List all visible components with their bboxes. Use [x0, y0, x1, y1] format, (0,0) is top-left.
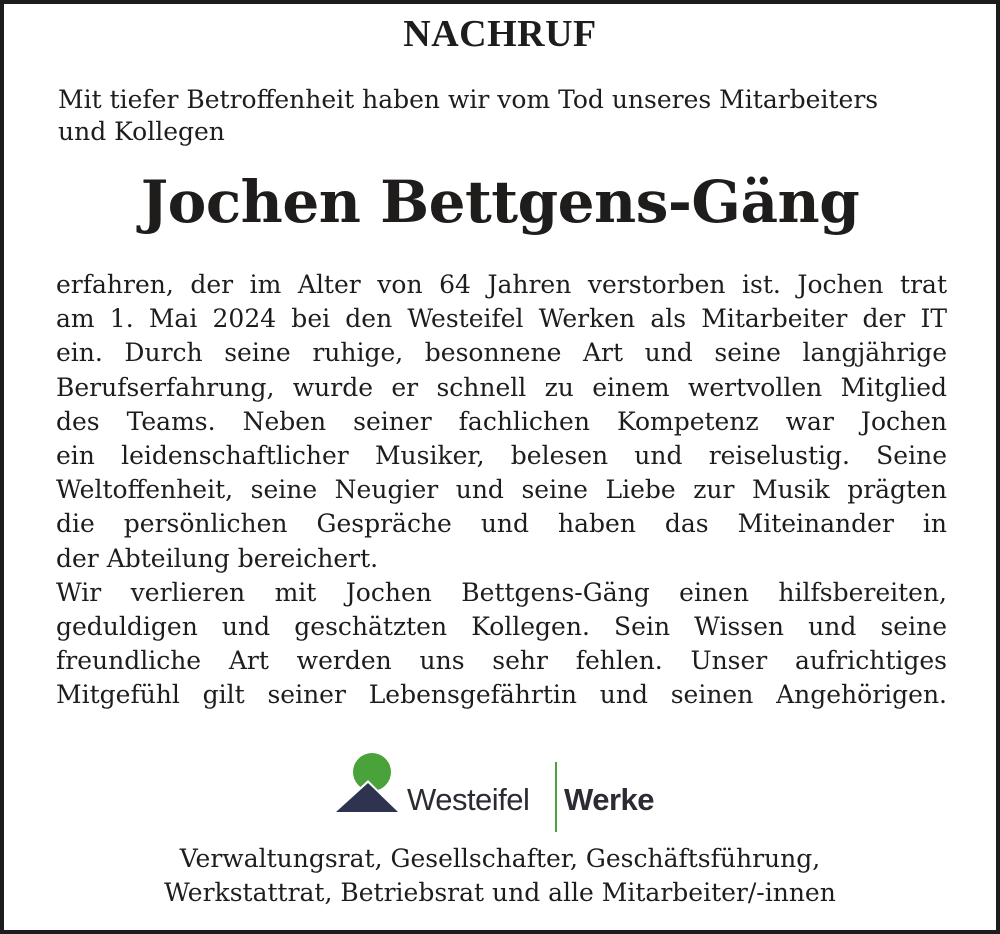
body-text — [56, 268, 947, 713]
logo-word-werke: Werke — [564, 782, 654, 817]
body-line: geduldigen und geschätzten Kollegen. Sein Wissen und seine — [56, 612, 947, 642]
company-logo — [334, 752, 674, 832]
signatory-line: Verwaltungsrat, Gesellschafter, Geschäftsführung, — [179, 844, 821, 873]
deceased-name: Jochen Bettgens-Gäng — [140, 168, 860, 236]
body-line: erfahren, der im Alter von 64 Jahren verstorben ist. Jochen trat — [56, 270, 947, 299]
body-line: die persönlichen Gespräche und haben das Miteinander in — [56, 509, 947, 539]
notice-heading: NACHRUF — [403, 13, 597, 55]
intro-line: und Kollegen — [58, 117, 225, 146]
body-line: ein leidenschaftlicher Musiker, belesen und reiselustig. Seine — [56, 441, 947, 471]
intro-line: Mit tiefer Betroffenheit haben wir vom Tod unseres Mitarbeiters — [58, 85, 879, 114]
body-line: der Abteilung bereichert. — [56, 543, 379, 573]
body-line: Weltoffenheit, seine Neugier und seine Liebe zur Musik prägten — [56, 475, 947, 505]
body-line: ein. Durch seine ruhige, besonnene Art und seine langjährige — [56, 338, 947, 368]
body-line: am 1. Mai 2024 bei den Westeifel Werken als Mitarbeiter der IT — [56, 304, 947, 334]
body-line: freundliche Art werden uns sehr fehlen. Unser aufrichtiges — [56, 646, 947, 676]
body-line: Wir verlieren mit Jochen Bettgens-Gäng einen hilfsbereiten, — [56, 577, 947, 607]
logo-word-westeifel: Westeifel — [407, 782, 530, 817]
body-line: des Teams. Neben seiner fachlichen Kompetenz war Jochen — [56, 406, 947, 436]
signatories — [0, 842, 1000, 910]
body-line: Berufserfahrung, wurde er schnell zu einem wertvollen Mitglied — [56, 372, 947, 402]
logo-divider — [555, 762, 557, 832]
body-line: Mitgefühl gilt seiner Lebensgefährtin und seinen Angehörigen. — [56, 680, 947, 710]
signatory-line: Werkstattrat, Betriebsrat und alle Mitarbeiter/-innen — [164, 878, 836, 907]
westeifel-werke-logo-icon — [334, 752, 404, 822]
intro-text — [58, 84, 948, 148]
